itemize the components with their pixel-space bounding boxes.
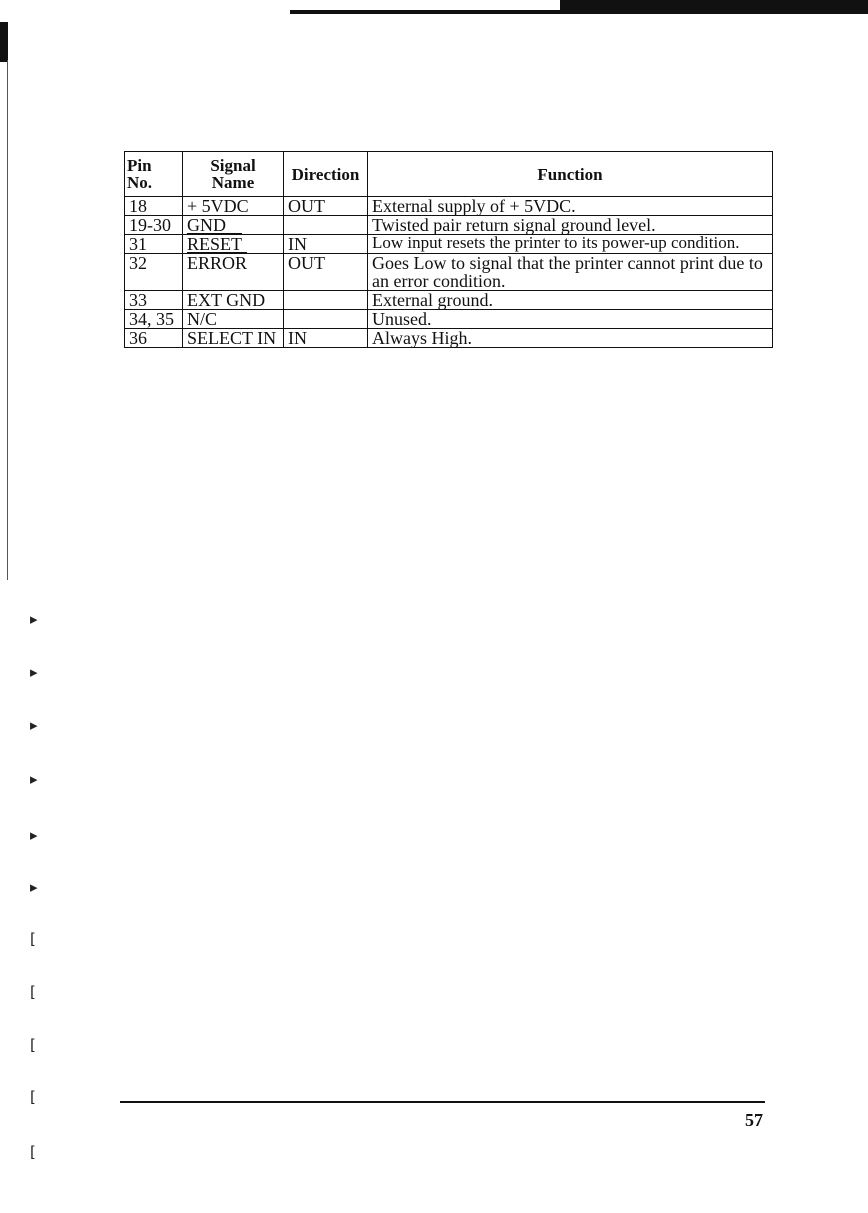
header-pin-no: Pin No.	[125, 152, 183, 197]
binding-edge	[0, 0, 10, 1213]
header-rule-cap	[560, 0, 868, 14]
signal-cell: SELECT IN	[183, 329, 284, 348]
pin-cell: 36	[125, 329, 183, 348]
direction-cell: OUT	[284, 197, 368, 216]
scan-speck: ▸	[30, 878, 38, 896]
signal-cell: N/C	[183, 310, 284, 329]
scan-speck: [	[30, 1036, 36, 1054]
scan-speck: [	[30, 930, 36, 948]
page-number: 57	[745, 1110, 763, 1130]
table-row	[125, 329, 773, 348]
function-cell: Twisted pair return signal ground level.	[368, 216, 773, 235]
signal-cell: ERROR	[183, 254, 284, 291]
pin-cell: 33	[125, 291, 183, 310]
header-direction: Direction	[284, 152, 368, 197]
signal-cell: EXT GND	[183, 291, 284, 310]
direction-cell	[284, 310, 368, 329]
header-function: Function	[368, 152, 773, 197]
pin-cell: 19-30	[125, 216, 183, 235]
scan-speck: ▸	[30, 770, 38, 788]
header-signal-name: Signal Name	[183, 152, 284, 197]
scan-speck: [	[30, 983, 36, 1001]
binding-mark	[0, 22, 8, 62]
function-cell: Always High.	[368, 329, 773, 348]
signal-cell: GND	[183, 216, 284, 235]
binding-line	[7, 60, 8, 580]
footer-rule	[120, 1101, 765, 1103]
function-cell: External supply of + 5VDC.	[368, 197, 773, 216]
signal-cell: RESET	[183, 235, 284, 254]
direction-cell	[284, 291, 368, 310]
table-row	[125, 197, 773, 216]
table-header-row	[125, 152, 773, 197]
scan-speck: ▸	[30, 826, 38, 844]
table-row	[125, 216, 773, 235]
pin-signal-table	[124, 151, 773, 348]
direction-cell: IN	[284, 235, 368, 254]
scan-speck: ▸	[30, 610, 38, 628]
scan-speck: [	[30, 1088, 36, 1106]
function-cell: Goes Low to signal that the printer cannot print due to an error condition.	[368, 254, 773, 291]
table-row	[125, 310, 773, 329]
pin-cell: 34, 35	[125, 310, 183, 329]
pin-cell: 31	[125, 235, 183, 254]
direction-cell: IN	[284, 329, 368, 348]
table-row	[125, 235, 773, 254]
direction-cell	[284, 216, 368, 235]
scan-speck: ▸	[30, 663, 38, 681]
table-row	[125, 254, 773, 291]
scan-speck: [	[30, 1143, 36, 1161]
scan-speck: ▸	[30, 716, 38, 734]
table-row	[125, 291, 773, 310]
function-cell: Low input resets the printer to its power-up condition.	[368, 235, 773, 254]
function-cell: External ground.	[368, 291, 773, 310]
pin-cell: 32	[125, 254, 183, 291]
pin-cell: 18	[125, 197, 183, 216]
signal-cell: + 5VDC	[183, 197, 284, 216]
function-cell: Unused.	[368, 310, 773, 329]
direction-cell: OUT	[284, 254, 368, 291]
